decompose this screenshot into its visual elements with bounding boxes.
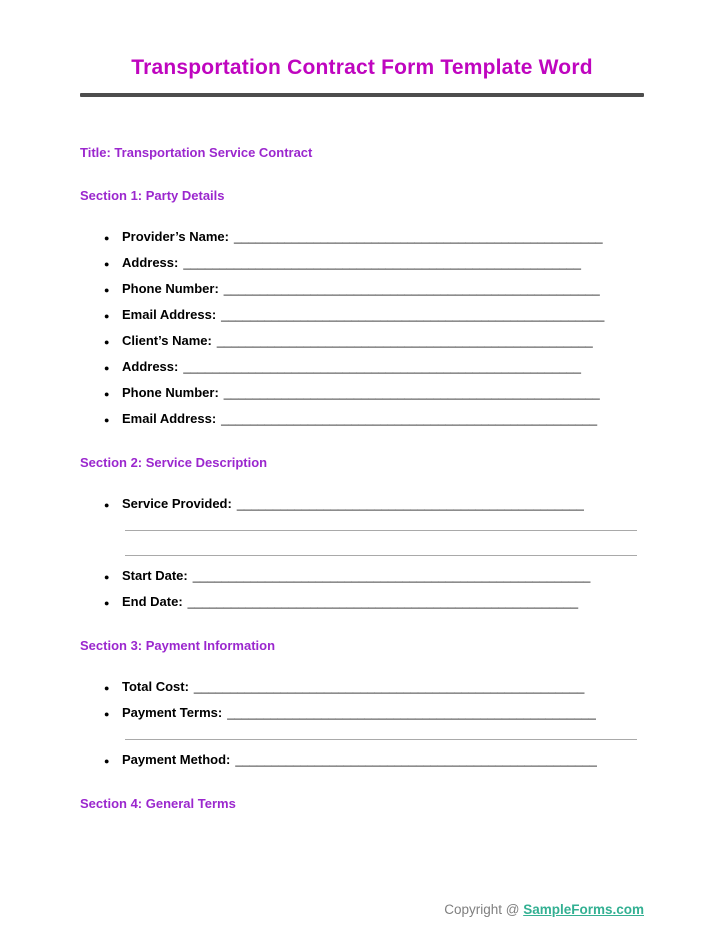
writing-line (125, 555, 637, 556)
bullet-icon: ● (104, 337, 110, 347)
field-label: Payment Method: (122, 752, 231, 767)
footer (444, 902, 644, 917)
field-line-client-phone (80, 385, 644, 401)
bullet-icon: ● (104, 363, 110, 373)
field-blank: ____________________________________________________ (216, 333, 593, 348)
field-line-total-cost (80, 679, 644, 695)
field-line-end-date (80, 594, 644, 610)
field-label: Provider’s Name: (122, 229, 229, 244)
bullet-icon: ● (104, 285, 110, 295)
section-1-fields (80, 229, 644, 427)
field-blank: ___________________________________________________ (233, 229, 603, 244)
field-label: Email Address: (122, 411, 217, 426)
doc-title-line: Title: Transportation Service Contract (80, 145, 313, 160)
field-label: Payment Terms: (122, 705, 223, 720)
field-line-client-email (80, 411, 644, 427)
section-4-heading: Section 4: General Terms (80, 796, 236, 811)
field-blank: _____________________________________________________ (221, 307, 605, 322)
bullet-icon: ● (104, 415, 110, 425)
bullet-icon: ● (104, 683, 110, 693)
section-3-fields-top (80, 679, 644, 721)
bullet-icon: ● (104, 500, 110, 510)
field-line-start-date (80, 568, 644, 584)
field-label: Service Provided: (122, 496, 232, 511)
contract-body (0, 145, 724, 811)
field-blank: __________________________________________________ (235, 752, 597, 767)
field-line-payment-terms (80, 705, 644, 721)
writing-line (125, 530, 637, 531)
field-blank: _______________________________________________________ (183, 359, 582, 374)
sampleforms-link[interactable]: SampleForms.com (523, 902, 644, 917)
section-2-heading: Section 2: Service Description (80, 455, 268, 470)
field-label: Address: (122, 359, 179, 374)
bullet-icon: ● (104, 311, 110, 321)
field-label: Phone Number: (122, 281, 219, 296)
bullet-icon: ● (104, 259, 110, 269)
bullet-icon: ● (104, 756, 110, 766)
field-line-provider-phone (80, 281, 644, 297)
field-blank: _______________________________________________________ (192, 568, 591, 583)
bullet-icon: ● (104, 709, 110, 719)
writing-line (125, 739, 637, 740)
field-line-provider-address (80, 255, 644, 271)
field-label: Address: (122, 255, 179, 270)
field-line-service-provided (80, 496, 644, 512)
section-3-fields-bottom (80, 752, 644, 768)
field-label: End Date: (122, 594, 183, 609)
field-blank: ____________________________________________________ (221, 411, 598, 426)
field-label: Email Address: (122, 307, 217, 322)
bullet-icon: ● (104, 598, 110, 608)
field-blank: ______________________________________________________ (193, 679, 585, 694)
field-line-provider-email (80, 307, 644, 323)
field-blank: ___________________________________________________ (227, 705, 596, 720)
section-1-heading: Section 1: Party Details (80, 188, 225, 203)
field-line-payment-method (80, 752, 644, 768)
title-divider (80, 93, 644, 97)
bullet-icon: ● (104, 233, 110, 243)
field-label: Phone Number: (122, 385, 219, 400)
field-blank: ____________________________________________________ (223, 281, 600, 296)
section-3-heading: Section 3: Payment Information (80, 638, 276, 653)
field-blank: ________________________________________________ (236, 496, 584, 511)
field-line-providers-name (80, 229, 644, 245)
bullet-icon: ● (104, 572, 110, 582)
section-2-fields-top (80, 496, 644, 512)
field-label: Start Date: (122, 568, 188, 583)
field-blank: ____________________________________________________ (223, 385, 600, 400)
field-blank: _______________________________________________________ (183, 255, 582, 270)
section-2-fields-bottom (80, 568, 644, 610)
bullet-icon: ● (104, 389, 110, 399)
field-line-clients-name (80, 333, 644, 349)
field-line-client-address (80, 359, 644, 375)
page-title: Transportation Contract Form Template Word (131, 56, 593, 79)
field-blank: ______________________________________________________ (187, 594, 579, 609)
copyright-text: Copyright @ (444, 902, 524, 917)
field-label: Total Cost: (122, 679, 189, 694)
field-label: Client’s Name: (122, 333, 212, 348)
